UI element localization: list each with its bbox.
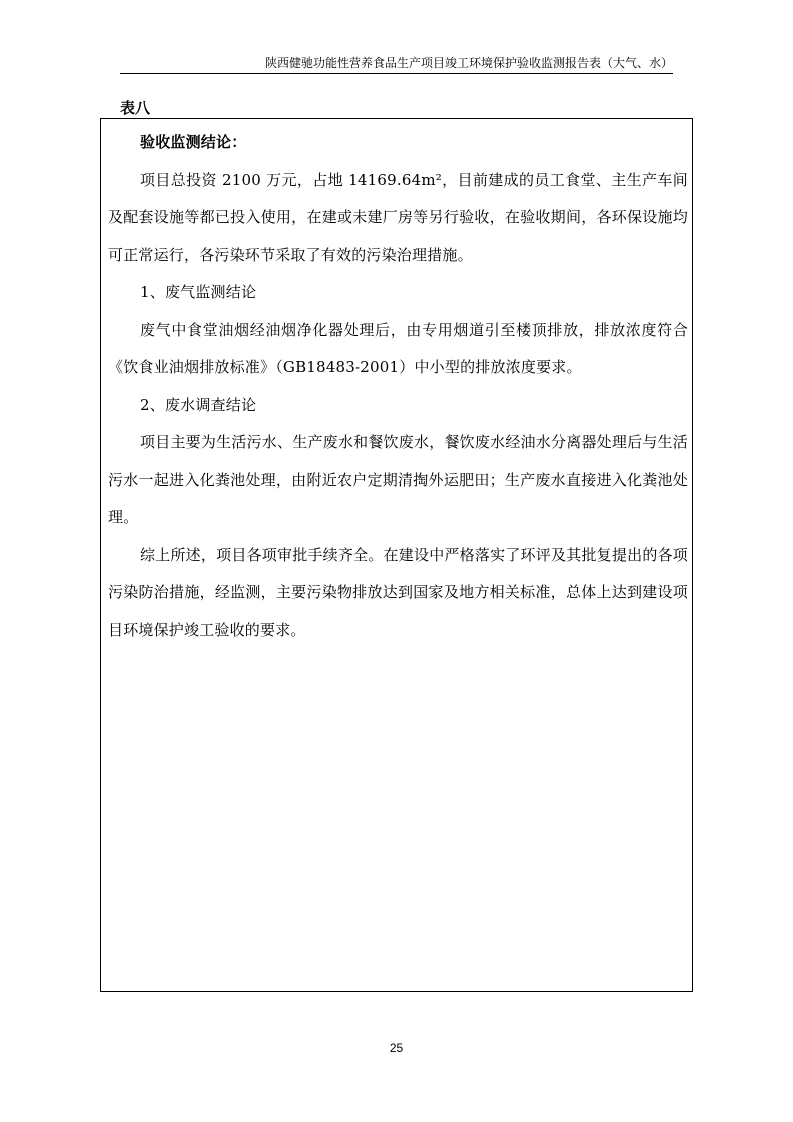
subheading-wastewater: 2、废水调查结论 xyxy=(140,395,257,414)
header-rule xyxy=(120,73,673,74)
running-header: 陕西健驰功能性营养食品生产项目竣工环境保护验收监测报告表（大气、水） xyxy=(264,56,673,70)
paragraph-summary: 综上所述，项目各项审批手续齐全。在建设中严格落实了环评及其批复提出的各项污染防治措施，经监测，主要污染物排放达到国家及地方相关标准，总体上达到建设项目环境保护竣工验收的要求。 xyxy=(108,545,688,639)
subheading-exhaust: 1、废气监测结论 xyxy=(140,283,257,301)
paragraph-wastewater: 项目主要为生活污水、生产废水和餐饮废水，餐饮废水经油水分离器处理后与生活污水一起进入化粪池处理，由附近农户定期清掏外运肥田；生产废水直接进入化粪池处理。 xyxy=(108,433,688,526)
paragraph-exhaust: 废气中食堂油烟经油烟净化器处理后，由专用烟道引至楼顶排放，排放浓度符合《饮食业油烟排放标准》（GB18483-2001）中小型的排放浓度要求。 xyxy=(108,320,688,376)
page-number: 25 xyxy=(389,1041,404,1055)
section-title: 验收监测结论： xyxy=(140,133,247,151)
paragraph-overview: 项目总投资 2100 万元，占地 14169.64m²，目前建成的员工食堂、主生产车间及配套设施等都已投入使用，在建或未建厂房等另行验收，在验收期间，各环保设施均可正常运行，各污染环节采取了有效的污染治理措施。 xyxy=(108,170,688,264)
conclusion-content xyxy=(108,124,688,649)
table-label: 表八 xyxy=(120,99,151,117)
